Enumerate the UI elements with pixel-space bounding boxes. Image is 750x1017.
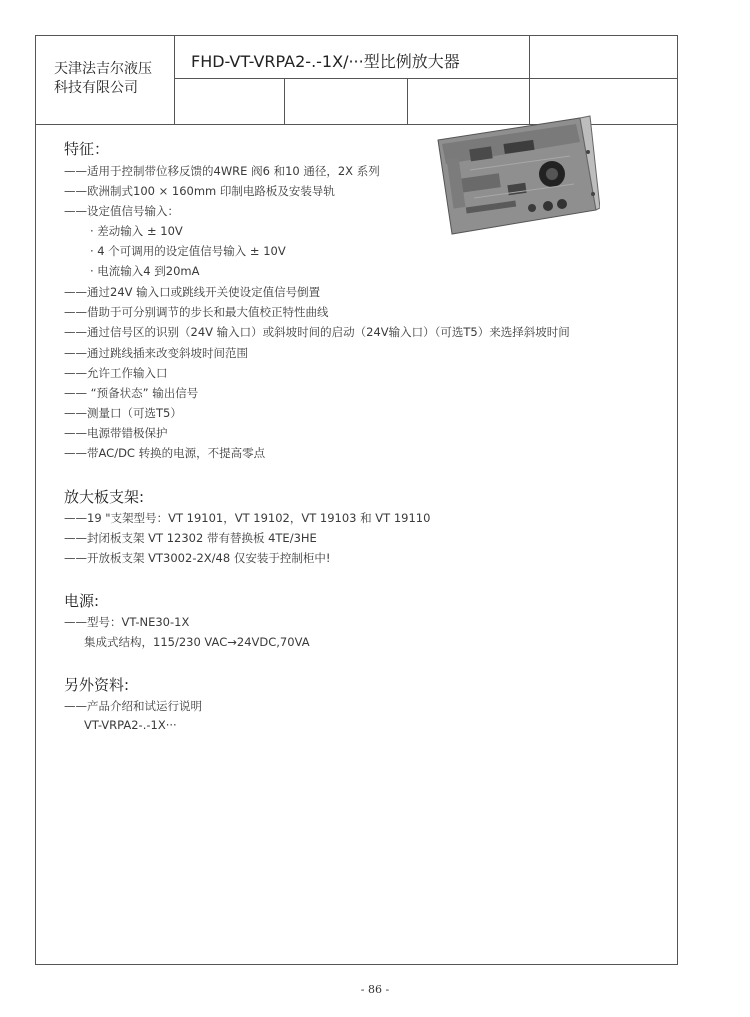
feature-item: ——欧洲制式100 × 160mm 印制电路板及安装导轨 bbox=[64, 184, 335, 198]
feature-item: ——通过24V 输入口或跳线开关使设定值信号倒置 bbox=[64, 285, 321, 299]
feature-item: ——设定值信号输入： bbox=[64, 204, 179, 218]
rack-item: ——开放板支架 VT3002-2X/48 仅安装于控制柜中! bbox=[64, 551, 331, 565]
header-cell-divider bbox=[407, 78, 408, 124]
feature-item: ——电源带错极保护 bbox=[64, 426, 168, 440]
feature-item: ——带AC/DC 转换的电源，不提高零点 bbox=[64, 446, 266, 460]
page-number: - 86 - bbox=[360, 983, 390, 996]
company-name bbox=[54, 60, 174, 98]
feature-subitem: · 4 个可调用的设定值信号输入 ± 10V bbox=[90, 244, 286, 258]
feature-item: ——允许工作输入口 bbox=[64, 366, 168, 380]
docs-item: VT-VRPA2-.-1X··· bbox=[84, 718, 177, 732]
feature-subitem: · 电流输入4 到20mA bbox=[90, 264, 200, 278]
power-heading: 电源: bbox=[64, 592, 100, 610]
feature-subitem: · 差动输入 ± 10V bbox=[90, 224, 183, 238]
feature-item: ——适用于控制带位移反馈的4WRE 阀6 和10 通径，2X 系列 bbox=[64, 164, 380, 178]
rack-item: ——19 "支架型号：VT 19101，VT 19102，VT 19103 和 VT 19110 bbox=[64, 511, 431, 525]
feature-item: ——通过跳线插来改变斜坡时间范围 bbox=[64, 346, 248, 360]
circuit-board-photo bbox=[430, 112, 600, 236]
rack-item: ——封闭板支架 VT 12302 带有替换板 4TE/3HE bbox=[64, 531, 317, 545]
feature-item: ——通过信号区的识别（24V 输入口）或斜坡时间的启动（24V输入口）（可选T5）来选择斜坡时间 bbox=[64, 325, 570, 339]
feature-item: ——借助于可分别调节的步长和最大值校正特性曲线 bbox=[64, 305, 329, 319]
header-mid-rule bbox=[174, 78, 677, 79]
document-title: FHD-VT-VRPA2-.-1X/···型比例放大器 bbox=[191, 52, 460, 71]
feature-item: ——测量口（可选T5） bbox=[64, 406, 182, 420]
header-cell-divider bbox=[284, 78, 285, 124]
header-divider bbox=[174, 36, 175, 124]
rack-heading: 放大板支架: bbox=[64, 488, 145, 506]
features-heading: 特征： bbox=[64, 140, 110, 158]
power-item: 集成式结构，115/230 VAC→24VDC,70VA bbox=[84, 635, 310, 649]
power-item: ——型号：VT-NE30-1X bbox=[64, 615, 190, 629]
docs-item: ——产品介绍和试运行说明 bbox=[64, 699, 202, 713]
company-line-2: 科技有限公司 bbox=[54, 80, 138, 96]
feature-item: —— “预备状态” 输出信号 bbox=[64, 386, 199, 400]
docs-heading: 另外资料: bbox=[64, 676, 130, 694]
company-line-1: 天津法吉尔液压 bbox=[54, 61, 152, 77]
